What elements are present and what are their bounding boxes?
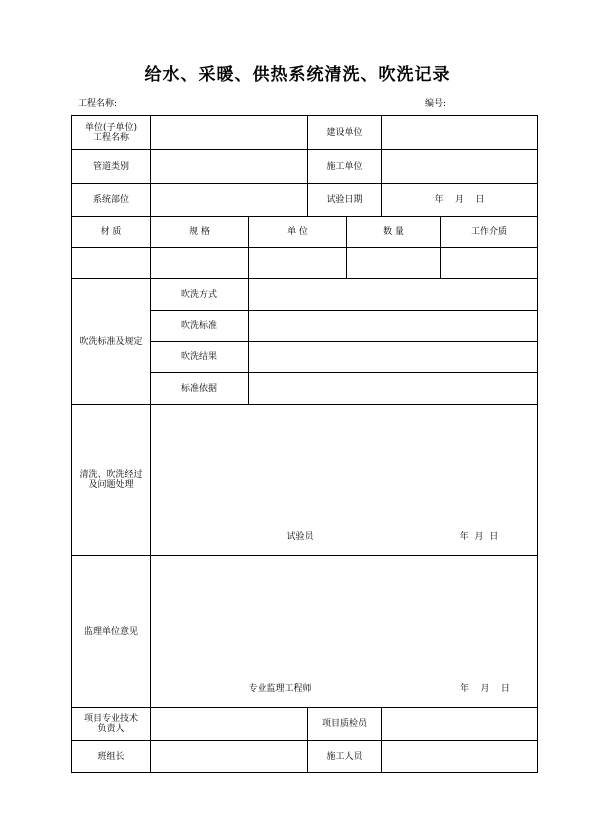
pipe-type-field[interactable] [151,150,307,183]
medium-header: 工作介质 [470,227,507,237]
blow-method-label: 吹洗方式 [181,289,218,300]
unit-project-field[interactable] [151,116,307,149]
test-date-field[interactable]: 年 月 日 [434,195,485,205]
process-label: 清洗、吹洗经过 及问题处理 [79,470,143,490]
tech-lead-label: 项目专业技术 负责人 [83,714,138,734]
blow-standard-field[interactable] [249,311,537,341]
construction-unit-field[interactable] [382,116,537,149]
tester-date[interactable]: 年 月 日 [459,532,499,542]
construction-unit-label: 建设单位 [326,127,363,138]
workers-field[interactable] [382,741,537,772]
unit-project-label: 单位(子单位) 工程名称 [84,122,138,143]
spec-header: 规 格 [189,227,210,237]
system-part-field[interactable] [151,184,307,216]
supervision-label: 监理单位意见 [83,626,138,637]
material-field[interactable] [72,248,150,278]
team-leader-label: 班组长 [97,751,125,762]
tester-label: 试验员 [286,532,314,542]
table-border-right [537,115,538,773]
number-label: 编号: [425,99,447,109]
blow-method-field[interactable] [249,279,537,310]
tech-lead-field[interactable] [151,708,307,740]
blow-standard-item-label: 吹洗标准 [181,321,218,331]
team-leader-field[interactable] [151,741,307,772]
unit-header: 单 位 [287,227,308,237]
blow-result-field[interactable] [249,342,537,372]
medium-field[interactable] [441,248,537,278]
spec-field[interactable] [151,248,248,278]
standard-basis-field[interactable] [249,373,537,404]
system-part-label: 系统部位 [92,195,129,205]
page-title: 给水、采暖、供热系统清洗、吹洗记录 [144,65,451,85]
supervision-field[interactable] [151,556,537,676]
quality-inspector-label: 项目质检员 [321,719,367,729]
quantity-header: 数 量 [383,227,404,237]
workers-label: 施工人员 [326,751,363,762]
standard-basis-label: 标准依据 [181,383,218,394]
quality-inspector-field[interactable] [382,708,537,740]
pipe-type-label: 管道类别 [92,161,129,172]
table-border-bottom [71,772,538,773]
quantity-field[interactable] [347,248,440,278]
test-date-label: 试验日期 [326,195,363,205]
project-name-label: 工程名称: [78,99,118,109]
supervisor-label: 专业监理工程师 [248,684,312,694]
builder-unit-field[interactable] [382,150,537,183]
blow-standard-label: 吹洗标准及规定 [79,336,143,347]
material-header: 材 质 [100,227,122,237]
supervisor-date[interactable]: 年 月 日 [460,684,510,694]
process-field[interactable] [151,405,537,525]
builder-unit-label: 施工单位 [326,161,363,172]
blow-result-label: 吹洗结果 [181,352,218,362]
unit-field[interactable] [249,248,346,278]
